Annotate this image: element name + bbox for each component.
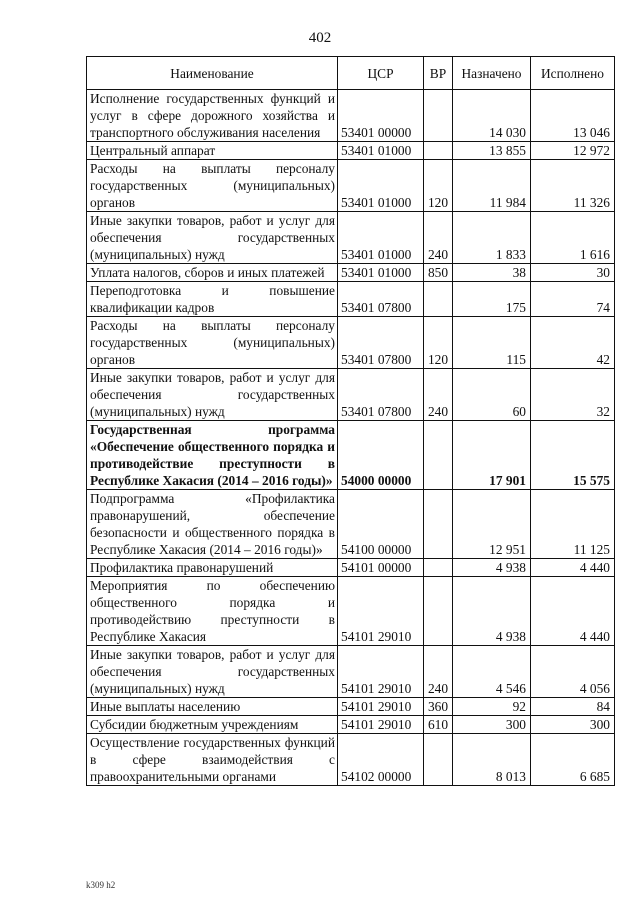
row-executed-cell: 4 440 <box>531 577 615 646</box>
row-name-cell: Иные выплаты населению <box>87 698 338 716</box>
row-name-cell: Осуществление государственных функций в сфере взаимодействия с правоохранительными органами <box>87 734 338 786</box>
row-assigned-cell: 175 <box>453 282 531 317</box>
row-vr-cell <box>424 577 453 646</box>
row-executed-cell: 42 <box>531 317 615 369</box>
row-csr-cell: 54102 00000 <box>338 734 424 786</box>
header-name: Наименование <box>87 57 338 90</box>
row-assigned-cell: 17 901 <box>453 421 531 490</box>
row-executed-cell: 84 <box>531 698 615 716</box>
row-assigned-cell: 92 <box>453 698 531 716</box>
row-vr-cell <box>424 490 453 559</box>
row-name-cell: Переподготовка и повышение квалификации кадров <box>87 282 338 317</box>
table-header-row <box>87 57 615 90</box>
row-vr-cell: 610 <box>424 716 453 734</box>
row-vr-cell <box>424 734 453 786</box>
row-assigned-cell: 11 984 <box>453 160 531 212</box>
row-csr-cell: 54101 29010 <box>338 716 424 734</box>
row-assigned-cell: 14 030 <box>453 90 531 142</box>
row-executed-cell: 74 <box>531 282 615 317</box>
row-vr-cell <box>424 90 453 142</box>
table-row <box>87 698 615 716</box>
row-executed-cell: 32 <box>531 369 615 421</box>
row-executed-cell: 12 972 <box>531 142 615 160</box>
row-vr-cell: 120 <box>424 317 453 369</box>
row-csr-cell: 53401 01000 <box>338 142 424 160</box>
table-row <box>87 716 615 734</box>
row-name-cell: Иные закупки товаров, работ и услуг для обеспечения государственных (муниципальных) нужд <box>87 646 338 698</box>
row-name-cell: Субсидии бюджетным учреждениям <box>87 716 338 734</box>
row-name-cell: Уплата налогов, сборов и иных платежей <box>87 264 338 282</box>
row-csr-cell: 54000 00000 <box>338 421 424 490</box>
table-row <box>87 264 615 282</box>
row-assigned-cell: 38 <box>453 264 531 282</box>
table-row <box>87 734 615 786</box>
row-name-cell: Иные закупки товаров, работ и услуг для обеспечения государственных (муниципальных) нужд <box>87 369 338 421</box>
row-assigned-cell: 115 <box>453 317 531 369</box>
row-vr-cell: 850 <box>424 264 453 282</box>
row-name-cell: Государственная программа «Обеспечение общественного порядка и противодействие преступности в Республике Хакасия (2014 – 2016 годы)» <box>87 421 338 490</box>
row-csr-cell: 53401 01000 <box>338 160 424 212</box>
row-executed-cell: 6 685 <box>531 734 615 786</box>
table-row <box>87 282 615 317</box>
header-csr: ЦСР <box>338 57 424 90</box>
row-assigned-cell: 300 <box>453 716 531 734</box>
row-vr-cell: 120 <box>424 160 453 212</box>
row-assigned-cell: 4 938 <box>453 577 531 646</box>
row-executed-cell: 15 575 <box>531 421 615 490</box>
table-row <box>87 142 615 160</box>
row-name-cell: Расходы на выплаты персоналу государственных (муниципальных) органов <box>87 160 338 212</box>
row-name-cell: Исполнение государственных функций и услуг в сфере дорожного хозяйства и транспортного обслуживания населения <box>87 90 338 142</box>
row-vr-cell: 360 <box>424 698 453 716</box>
row-executed-cell: 13 046 <box>531 90 615 142</box>
row-assigned-cell: 4 546 <box>453 646 531 698</box>
row-csr-cell: 54101 00000 <box>338 559 424 577</box>
row-vr-cell <box>424 142 453 160</box>
table-row <box>87 646 615 698</box>
row-csr-cell: 53401 07800 <box>338 282 424 317</box>
table-row <box>87 317 615 369</box>
row-vr-cell <box>424 421 453 490</box>
row-executed-cell: 4 440 <box>531 559 615 577</box>
row-executed-cell: 1 616 <box>531 212 615 264</box>
table-row <box>87 577 615 646</box>
row-csr-cell: 54101 29010 <box>338 577 424 646</box>
page-number: 402 <box>308 30 332 46</box>
row-assigned-cell: 8 013 <box>453 734 531 786</box>
header-executed: Исполнено <box>531 57 615 90</box>
table-row <box>87 90 615 142</box>
footer-code: k309 h2 <box>86 880 116 890</box>
table-row <box>87 421 615 490</box>
row-csr-cell: 53401 01000 <box>338 264 424 282</box>
header-vr: ВР <box>424 57 453 90</box>
row-executed-cell: 4 056 <box>531 646 615 698</box>
row-csr-cell: 54100 00000 <box>338 490 424 559</box>
row-assigned-cell: 4 938 <box>453 559 531 577</box>
row-name-cell: Мероприятия по обеспечению общественного порядка и противодействию преступности в Республике Хакасия <box>87 577 338 646</box>
table-row <box>87 212 615 264</box>
row-vr-cell <box>424 559 453 577</box>
budget-table <box>86 56 615 786</box>
row-vr-cell: 240 <box>424 369 453 421</box>
row-name-cell: Расходы на выплаты персоналу государственных (муниципальных) органов <box>87 317 338 369</box>
row-name-cell: Подпрограмма «Профилактика правонарушений, обеспечение безопасности и общественного порядка в Республике Хакасия (2014 – 2016 годы)» <box>87 490 338 559</box>
row-executed-cell: 300 <box>531 716 615 734</box>
row-executed-cell: 11 125 <box>531 490 615 559</box>
row-csr-cell: 54101 29010 <box>338 698 424 716</box>
row-vr-cell <box>424 282 453 317</box>
table-row <box>87 490 615 559</box>
row-csr-cell: 53401 07800 <box>338 317 424 369</box>
row-csr-cell: 53401 00000 <box>338 90 424 142</box>
row-executed-cell: 30 <box>531 264 615 282</box>
row-name-cell: Центральный аппарат <box>87 142 338 160</box>
row-vr-cell: 240 <box>424 646 453 698</box>
header-assigned: Назначено <box>453 57 531 90</box>
row-csr-cell: 53401 07800 <box>338 369 424 421</box>
row-name-cell: Профилактика правонарушений <box>87 559 338 577</box>
table-row <box>87 160 615 212</box>
table-row <box>87 559 615 577</box>
table-body <box>87 90 615 786</box>
row-assigned-cell: 1 833 <box>453 212 531 264</box>
row-csr-cell: 53401 01000 <box>338 212 424 264</box>
table-row <box>87 369 615 421</box>
row-name-cell: Иные закупки товаров, работ и услуг для обеспечения государственных (муниципальных) нужд <box>87 212 338 264</box>
row-vr-cell: 240 <box>424 212 453 264</box>
row-csr-cell: 54101 29010 <box>338 646 424 698</box>
row-assigned-cell: 13 855 <box>453 142 531 160</box>
row-executed-cell: 11 326 <box>531 160 615 212</box>
row-assigned-cell: 60 <box>453 369 531 421</box>
row-assigned-cell: 12 951 <box>453 490 531 559</box>
